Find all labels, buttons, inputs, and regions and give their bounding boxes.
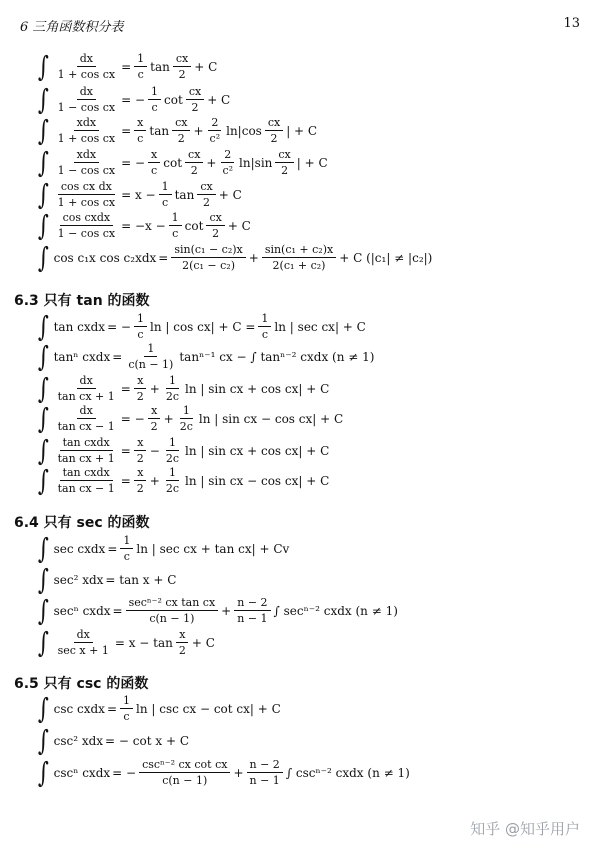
- integral-sign: ∫: [37, 755, 49, 789]
- fraction: $\frac{x}{c}$: [134, 116, 146, 145]
- integral-formula: ∫ $\frac{\text{xdx}}{\text{1 + cos cx}}$ = $\frac{x}{c}$ tan $\frac{cx}{2}$ + $\frac{2}{\text{c²}}$ ln|cos $\frac{cx}{2}$ | + C: [37, 113, 318, 147]
- integral-formula: ∫ cscⁿ cxdx = − $\frac{\text{cscⁿ⁻² cx cot cx}}{c(n - 1)}$ + $\frac{n - 2}{n - 1}$ ∫ cscⁿ⁻² cxdx (n ≠ 1): [37, 755, 410, 789]
- fraction: $\frac{cx}{2}$: [185, 148, 203, 177]
- fraction: $\frac{1}{c}$: [169, 211, 182, 240]
- fraction: $\frac{1}{c}$: [120, 694, 133, 723]
- fraction: $\frac{1}{2c}$: [165, 374, 180, 403]
- fraction: $\frac{\text{sin(c₁ + c₂)x}}{\text{2(c₁ + c₂)}}$: [262, 243, 336, 272]
- integral-sign: ∫: [37, 691, 49, 725]
- fraction: $\frac{dx}{\text{1 + cos cx}}$: [57, 52, 116, 81]
- fraction: $\frac{x}{2}$: [176, 628, 189, 657]
- fraction: $\frac{n - 2}{n - 1}$: [234, 596, 270, 625]
- fraction: $\frac{1}{c}$: [120, 534, 133, 563]
- fraction: $\frac{1}{2c}$: [165, 436, 180, 465]
- fraction: $\frac{1}{c}$: [159, 180, 172, 209]
- fraction: $\frac{1}{c}$: [134, 52, 147, 81]
- fraction: $\frac{cx}{2}$: [186, 85, 204, 114]
- integral-formula: ∫ sec cxdx = $\frac{1}{c}$ ln | sec cx + tan cx| + Cv: [37, 531, 290, 565]
- watermark: 知乎 @知乎用户: [470, 820, 580, 838]
- integral-formula: ∫ sec² xdx = tan x + C: [37, 563, 177, 596]
- fraction: $\frac{cx}{2}$: [275, 148, 293, 177]
- fraction: $\frac{1}{2c}$: [179, 404, 193, 433]
- integral-formula: ∫ $\frac{\text{tan cxdx}}{\text{tan cx + 1}}$ = $\frac{x}{2}$ − $\frac{1}{2c}$ ln | sin cx + cos cx| + C: [37, 433, 330, 467]
- fraction: $\frac{2}{\text{c²}}$: [222, 148, 234, 177]
- integral-sign: ∫: [37, 463, 49, 497]
- integral-sign: ∫: [37, 401, 49, 435]
- fraction: $\frac{\text{cos cxdx}}{\text{1 − cos cx}}$: [57, 211, 116, 240]
- integral-sign: ∫: [37, 433, 49, 467]
- integral-sign: ∫: [37, 177, 49, 211]
- fraction: $\frac{cx}{2}$: [172, 116, 190, 145]
- fraction: $\frac{dx}{\text{tan cx − 1}}$: [57, 404, 115, 433]
- fraction: $\frac{dx}{\text{1 − cos cx}}$: [57, 85, 116, 114]
- integral-sign: ∫: [37, 724, 49, 757]
- fraction: $\frac{cx}{2}$: [265, 116, 283, 145]
- fraction: $\frac{x}{2}$: [134, 436, 147, 465]
- integral-formula: ∫ $\frac{dx}{\text{tan cx + 1}}$ = $\frac{x}{2}$ + $\frac{1}{2c}$ ln | sin cx + cos cx| + C: [37, 371, 330, 405]
- fraction: $\frac{n - 2}{n - 1}$: [247, 758, 283, 787]
- integral-sign: ∫: [37, 339, 49, 373]
- fraction: $\frac{dx}{\text{tan cx + 1}}$: [57, 374, 115, 403]
- page-header-chapter: 6 三角函数积分表: [20, 20, 124, 35]
- fraction: $\frac{\text{tan cxdx}}{\text{tan cx + 1}}$: [57, 436, 115, 465]
- fraction: $\frac{1}{c}$: [148, 85, 161, 114]
- integral-formula: ∫ $\frac{dx}{\text{1 − cos cx}}$ = − $\frac{1}{c}$ cot $\frac{cx}{2}$ + C: [37, 82, 231, 116]
- page-number: 13: [563, 16, 580, 31]
- integral-sign: ∫: [37, 82, 49, 116]
- fraction: $\frac{1}{c}$: [134, 312, 147, 341]
- integral-sign: ∫: [37, 625, 49, 659]
- section-title-sec: 6.4 只有 sec 的函数: [14, 515, 150, 531]
- integral-formula: ∫ $\frac{\text{cos cx dx}}{\text{1 + cos cx}}$ = x − $\frac{1}{c}$ tan $\frac{cx}{2}$ + C: [37, 177, 242, 211]
- integral-formula: ∫ $\frac{dx}{\text{tan cx − 1}}$ = − $\frac{x}{2}$ + $\frac{1}{2c}$ ln | sin cx − cos cx| + C: [37, 401, 344, 435]
- fraction: $\frac{\text{cscⁿ⁻² cx cot cx}}{c(n - 1)}$: [139, 758, 230, 787]
- fraction: $\frac{x}{2}$: [134, 466, 147, 495]
- fraction: $\frac{\text{cos cx dx}}{\text{1 + cos cx}}$: [57, 180, 116, 209]
- integral-formula: ∫ secⁿ cxdx = $\frac{\text{secⁿ⁻² cx tan cx}}{c(n - 1)}$ + $\frac{n - 2}{n - 1}$ ∫ secⁿ⁻² cxdx (n ≠ 1): [37, 593, 398, 627]
- section-title-tan: 6.3 只有 tan 的函数: [14, 293, 150, 309]
- fraction: $\frac{cx}{2}$: [206, 211, 224, 240]
- integral-sign: ∫: [37, 113, 49, 147]
- integral-formula: ∫ tan cxdx = − $\frac{1}{c}$ ln | cos cx| + C = $\frac{1}{c}$ ln | sec cx| + C: [37, 309, 366, 343]
- fraction: $\frac{cx}{2}$: [197, 180, 215, 209]
- integral-formula: ∫ $\frac{dx}{\text{sec x + 1}}$ = x − tan $\frac{x}{2}$ + C: [37, 625, 215, 659]
- integral-formula: ∫ csc cxdx = $\frac{1}{c}$ ln | csc cx − cot cx| + C: [37, 691, 281, 725]
- integral-sign: ∫: [37, 49, 49, 83]
- fraction: $\frac{1}{c(n - 1)}$: [128, 342, 174, 371]
- integral-formula: ∫ $\frac{dx}{\text{1 + cos cx}}$ = $\frac{1}{c}$ tan $\frac{cx}{2}$ + C: [37, 49, 218, 83]
- integral-formula: ∫ tanⁿ cxdx = $\frac{1}{c(n - 1)}$ tanⁿ⁻¹ cx − ∫ tanⁿ⁻² cxdx (n ≠ 1): [37, 339, 375, 373]
- integral-sign: ∫: [37, 309, 49, 343]
- fraction: $\frac{x}{2}$: [134, 374, 147, 403]
- fraction: $\frac{1}{2c}$: [165, 466, 180, 495]
- integral-formula: ∫ csc² xdx = − cot x + C: [37, 724, 189, 757]
- fraction: $\frac{\text{xdx}}{\text{1 − cos cx}}$: [57, 148, 116, 177]
- integral-sign: ∫: [37, 145, 49, 179]
- integral-sign: ∫: [37, 563, 49, 596]
- fraction: $\frac{cx}{2}$: [173, 52, 191, 81]
- fraction: $\frac{1}{c}$: [258, 312, 271, 341]
- integral-sign: ∫: [37, 531, 49, 565]
- fraction: $\frac{\text{xdx}}{\text{1 + cos cx}}$: [57, 116, 116, 145]
- fraction: $\frac{x}{c}$: [148, 148, 160, 177]
- integral-formula: ∫ $\frac{\text{cos cxdx}}{\text{1 − cos cx}}$ = −x − $\frac{1}{c}$ cot $\frac{cx}{2}$ + C: [37, 208, 251, 242]
- fraction: $\frac{\text{sin(c₁ − c₂)x}}{\text{2(c₁ − c₂)}}$: [171, 243, 245, 272]
- section-title-csc: 6.5 只有 csc 的函数: [14, 676, 149, 692]
- integral-formula: ∫ $\frac{\text{tan cxdx}}{\text{tan cx − 1}}$ = $\frac{x}{2}$ + $\frac{1}{2c}$ ln | sin cx − cos cx| + C: [37, 463, 330, 497]
- fraction: $\frac{dx}{\text{sec x + 1}}$: [57, 628, 109, 657]
- fraction: $\frac{x}{2}$: [148, 404, 161, 433]
- integral-sign: ∫: [37, 240, 49, 274]
- fraction: $\frac{\text{secⁿ⁻² cx tan cx}}{c(n - 1)}$: [126, 596, 219, 625]
- fraction: $\frac{\text{tan cxdx}}{\text{tan cx − 1}}$: [57, 466, 115, 495]
- integral-sign: ∫: [37, 371, 49, 405]
- integral-sign: ∫: [37, 593, 49, 627]
- integral-formula: ∫ cos c₁x cos c₂xdx = $\frac{\text{sin(c₁ − c₂)x}}{\text{2(c₁ − c₂)}}$ + $\frac{\text{sin(c₁ + c₂)x}}{\text{2(c₁ + c₂)}}$ + C (|c₁| ≠ |c₂|): [37, 240, 433, 274]
- integral-formula: ∫ $\frac{\text{xdx}}{\text{1 − cos cx}}$ = − $\frac{x}{c}$ cot $\frac{cx}{2}$ + $\frac{2}{\text{c²}}$ ln|sin $\frac{cx}{2}$ | + C: [37, 145, 328, 179]
- integral-sign: ∫: [37, 208, 49, 242]
- fraction: $\frac{2}{\text{c²}}$: [209, 116, 221, 145]
